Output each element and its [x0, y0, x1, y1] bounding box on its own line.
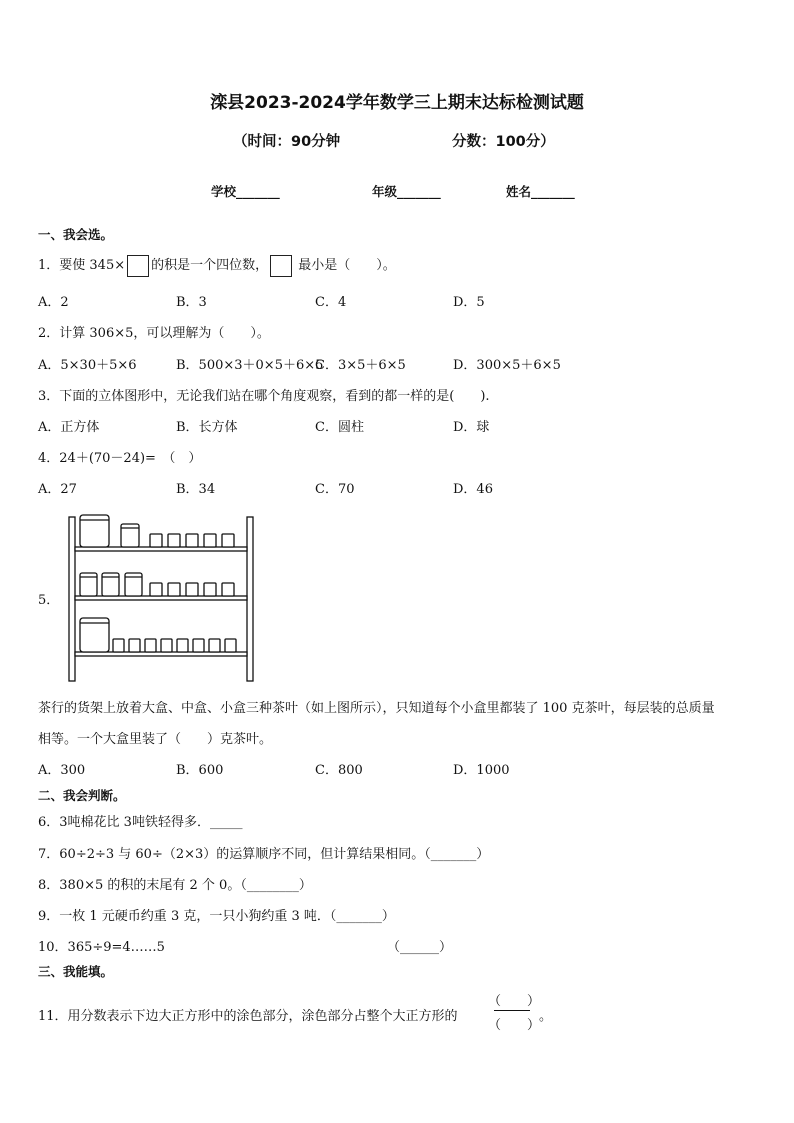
section3-heading: 三、我能填。 — [38, 964, 114, 979]
q2-option-b: B．500×3＋0×5＋6×5 — [176, 358, 324, 373]
q5-option-c: C．800 — [315, 763, 363, 778]
q2-option-d: D．300×5＋6×5 — [453, 358, 561, 373]
question-7: 7．60÷2÷3 与 60÷（2×3）的运算顺序不同，但计算结果相同。（_______） — [38, 847, 490, 862]
question-11: 11．用分数表示下边大正方形中的涂色部分，涂色部分占整个大正方形的 — [38, 1009, 458, 1024]
q3-option-b: B．长方体 — [176, 420, 238, 435]
grade-field: 年级_______ — [372, 184, 441, 199]
exam-time: （时间：90分钟 — [233, 134, 341, 150]
q4-option-c: C．70 — [315, 482, 355, 497]
q5-option-a: A．300 — [38, 763, 86, 778]
question-10: 10．365÷9=4……5 — [38, 940, 165, 955]
q5-text-line2: 相等。一个大盒里装了（ ）克茶叶。 — [38, 732, 273, 747]
question-8: 8．380×5 的积的末尾有 2 个 0。（________） — [38, 878, 312, 893]
fraction-denominator: （ ） — [488, 1018, 541, 1033]
q4-option-d: D．46 — [453, 482, 493, 497]
question-9: 9．一枚 1 元硬币约重 3 克，一只小狗约重 3 吨．（_______） — [38, 909, 395, 924]
blank-box — [270, 255, 292, 277]
question-3: 3．下面的立体图形中，无论我们站在哪个角度观察，看到的都一样的是( ). — [38, 389, 490, 404]
section1-heading: 一、我会选。 — [38, 227, 114, 242]
fraction-numerator: （ ） — [488, 994, 541, 1009]
question-5-number: 5． — [38, 593, 60, 608]
blank-box — [127, 255, 149, 277]
q1-mid: 的积是一个四位数， — [151, 258, 269, 273]
q3-option-d: D．球 — [453, 420, 490, 435]
q4-option-a: A．27 — [38, 482, 77, 497]
question-4: 4．24＋(70－24)= （ ） — [38, 451, 202, 466]
q2-option-a: A．5×30＋5×6 — [38, 358, 137, 373]
q3-option-c: C．圆柱 — [315, 420, 364, 435]
exam-score: 分数：100分） — [452, 134, 555, 150]
q5-text-line1: 茶行的货架上放着大盒、中盒、小盒三种茶叶（如上图所示），只知道每个小盒里都装了 100 克茶叶，每层装的总质量 — [38, 701, 715, 716]
school-field: 学校_______ — [211, 184, 280, 199]
q1-option-b: B．3 — [176, 295, 207, 310]
q1-option-c: C．4 — [315, 295, 347, 310]
fraction-bar — [494, 1010, 530, 1011]
fraction-blank — [488, 990, 541, 1034]
question-2: 2．计算 306×5，可以理解为（ ）。 — [38, 326, 270, 341]
question-11-end: 。 — [539, 1009, 553, 1024]
question-6: 6．3吨棉花比 3吨铁轻得多．_____ — [38, 815, 243, 830]
section2-heading: 二、我会判断。 — [38, 788, 126, 803]
question-1 — [38, 254, 396, 277]
q2-option-c: C．3×5＋6×5 — [315, 358, 406, 373]
q1-option-a: A．2 — [38, 295, 69, 310]
q1-post: 最小是（ ）。 — [298, 258, 396, 273]
name-field: 姓名_______ — [506, 184, 575, 199]
q1-pre: 1．要使 345× — [38, 258, 126, 273]
tea-shelf-figure — [66, 507, 262, 683]
page-title: 滦县2023-2024学年数学三上期末达标检测试题 — [210, 93, 584, 113]
q5-option-d: D．1000 — [453, 763, 510, 778]
question-10-answer: （______） — [387, 940, 453, 955]
q4-option-b: B．34 — [176, 482, 216, 497]
q3-option-a: A．正方体 — [38, 420, 100, 435]
q5-option-b: B．600 — [176, 763, 224, 778]
q1-option-d: D．5 — [453, 295, 485, 310]
